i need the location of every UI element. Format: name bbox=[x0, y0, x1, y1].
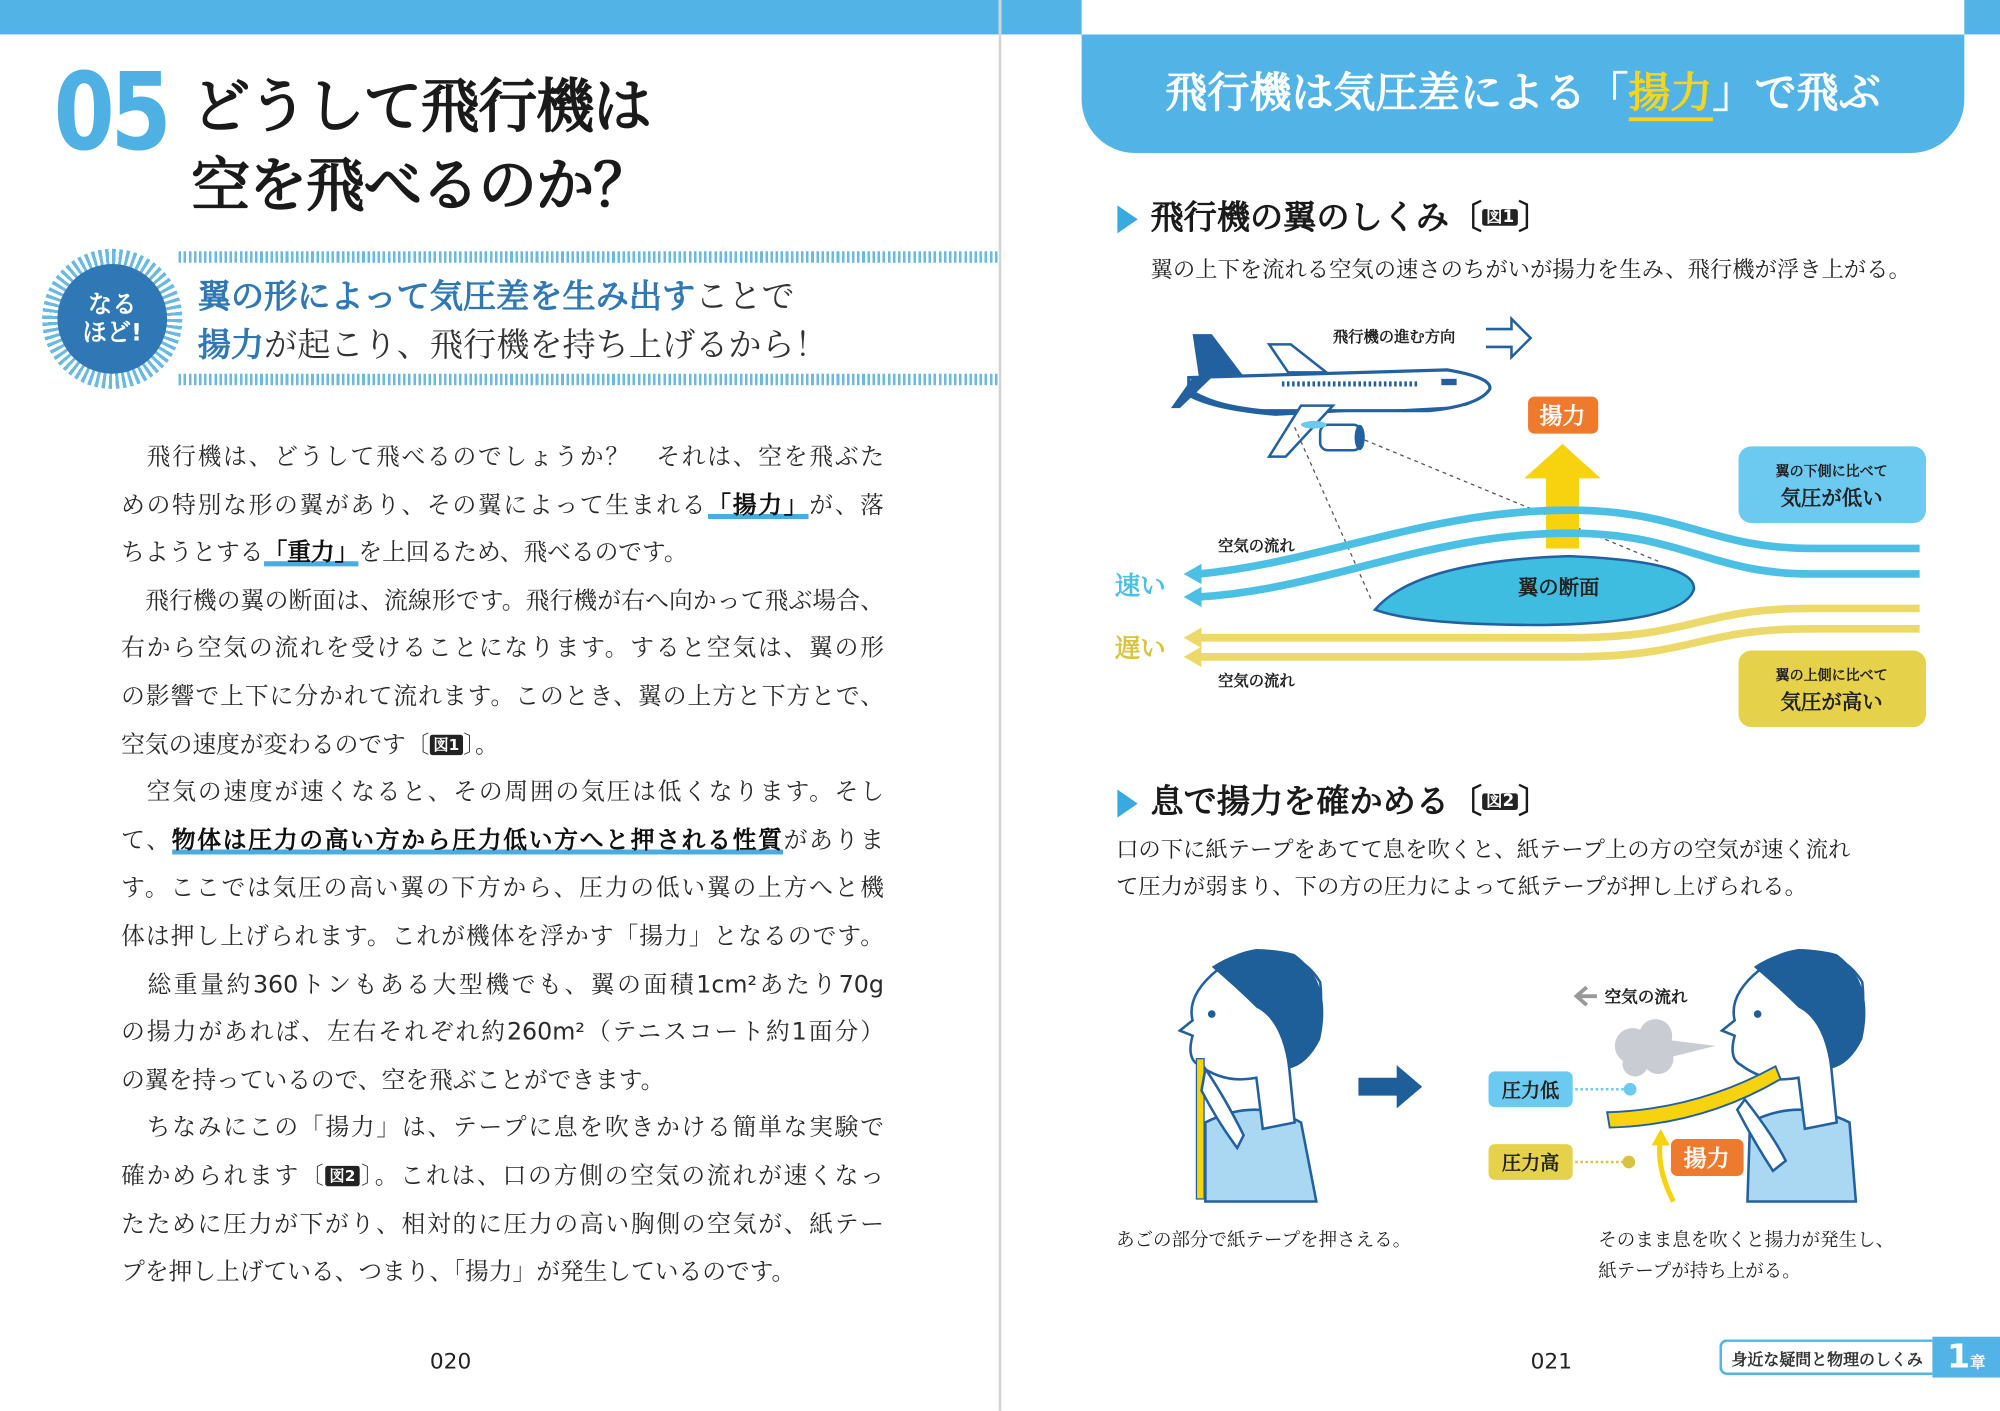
body-text-segment: 飛行機の翼の断面は、流線形です。飛行機が右へ向かって飛ぶ場合、 bbox=[121, 587, 884, 615]
low-pressure-box bbox=[1739, 446, 1927, 523]
body-text-segment: が、落 bbox=[809, 491, 884, 519]
header-title-highlight: 揚力 bbox=[1628, 68, 1712, 122]
lift-label: 揚力 bbox=[1539, 403, 1586, 430]
triangle-bullet-icon bbox=[1117, 790, 1137, 818]
figure-reference-badge: 図1 bbox=[430, 734, 464, 754]
lift-arrowhead-icon bbox=[1652, 1129, 1670, 1146]
body-text-segment: の影響で上下に分かれて流れます。このとき、翼の上方と下方とで、 bbox=[121, 683, 884, 711]
chapter-number: 05 bbox=[53, 49, 168, 175]
body-text-segment: の揚力があれば、左右それぞれ約260m²（テニスコート約1面分） bbox=[121, 1019, 884, 1047]
caption-left: あごの部分で紙テープを押さえる。 bbox=[1116, 1230, 1412, 1252]
body-text-segment: 空気の速度が変わるのです〔 bbox=[121, 731, 430, 759]
body-text-segment: 体は押し上げられます。これが機体を浮かす「揚力」となるのです。 bbox=[121, 923, 884, 951]
high-pressure-box bbox=[1739, 651, 1927, 728]
direction-label: 飛行機の進む方向 bbox=[1332, 327, 1456, 346]
slow-arrowheads-icon bbox=[1184, 628, 1202, 668]
summary-emphasis-1: 翼の形によって気圧差を生み出す bbox=[197, 278, 696, 317]
pointer-dot bbox=[1622, 1156, 1635, 1169]
figure1-diagram bbox=[1115, 319, 1926, 727]
low-pressure-box-line-2: 気圧が低い bbox=[1780, 486, 1883, 511]
low-pressure-box-line-1: 翼の下側に比べて bbox=[1775, 463, 1888, 480]
slow-label: 遅い bbox=[1114, 633, 1166, 664]
figure2-diagram bbox=[1180, 950, 1866, 1202]
chapter-tab-number bbox=[1932, 1337, 2000, 1378]
section2-description-line-1: 口の下に紙テープをあてて息を吹くと、紙テープ上の方の空気が速く流れ bbox=[1116, 838, 1851, 864]
page-title-line-2: 空を飛べるのか？ bbox=[191, 150, 651, 220]
airflow-label-bottom: 空気の流れ bbox=[1218, 672, 1295, 691]
body-text-segment: がありま bbox=[783, 827, 884, 855]
figure-reference-badge: 図2 bbox=[326, 1166, 360, 1186]
chapter-tab-label: 身近な疑問と物理のしくみ bbox=[1719, 1339, 1932, 1375]
body-text-segment: の翼を持っているので、空を飛ぶことができます。 bbox=[121, 1067, 665, 1095]
figure1-badge: 図1 bbox=[1482, 209, 1518, 226]
chapter-suffix: 章 bbox=[1970, 1353, 1986, 1372]
chapter-number-digit: 1 bbox=[1946, 1338, 1971, 1377]
emphasized-text: 物体は圧力の高い方から圧力低い方へと押される性質 bbox=[171, 827, 784, 855]
body-text-segment: 〕。これは、口の方側の空気の流れが速くなっ bbox=[359, 1163, 884, 1190]
section1-heading: 飛行機の翼のしくみ〔 図1 〕 bbox=[1150, 198, 1552, 238]
body-text-segment: めの特別な形の翼があり、その翼によって生まれる bbox=[121, 491, 708, 519]
header-title-after: 」で飛ぶ bbox=[1712, 67, 1881, 118]
section2-heading: 息で揚力を確かめる〔 図2 〕 bbox=[1150, 783, 1552, 822]
airflow-label-top: 空気の流れ bbox=[1218, 537, 1295, 556]
fast-arrowheads-icon bbox=[1184, 564, 1202, 607]
body-text-segment: を上回るため、飛べるのです。 bbox=[358, 539, 688, 567]
low-pressure-label: 圧力低 bbox=[1501, 1078, 1560, 1102]
pointer-dot bbox=[1624, 1083, 1637, 1096]
body-text-segment: ちようとする bbox=[121, 539, 264, 567]
body-text-segment: ちなみにこの「揚力」は、テープに息を吹きかける簡単な実験で bbox=[121, 1115, 884, 1142]
body-text-segment: て、 bbox=[121, 827, 172, 855]
breath-airflow-label: 空気の流れ bbox=[1604, 987, 1688, 1007]
section1-description: 翼の上下を流れる空気の速さのちがいが揚力を生み、飛行機が浮き上がる。 bbox=[1150, 257, 1911, 284]
summary-emphasis-2: 揚力 bbox=[197, 326, 265, 365]
wing-section-label: 翼の断面 bbox=[1517, 575, 1600, 600]
page-number-left: 020 bbox=[429, 1349, 472, 1375]
next-step-arrow-icon bbox=[1358, 1065, 1422, 1108]
body-text-segment: 総重量約360トンもある大型機でも、翼の面積1cm²あたり70g bbox=[121, 971, 884, 999]
body-text-segment: 空気の速度が速くなると、その周囲の気圧は低くなります。そし bbox=[121, 779, 884, 807]
airflow-left-arrow-icon bbox=[1577, 987, 1597, 1005]
high-pressure-label: 圧力高 bbox=[1501, 1151, 1560, 1175]
naruhodo-text-1: なる bbox=[87, 290, 137, 319]
zoom-guide-line bbox=[1365, 440, 1658, 561]
direction-arrow-icon bbox=[1486, 319, 1531, 357]
section2-title: 息で揚力を確かめる bbox=[1150, 783, 1449, 822]
body-text-segment: プを押し上げている、つまり、「揚力」が発生しているのです。 bbox=[121, 1259, 796, 1286]
summary-rest-1: ことで bbox=[695, 278, 795, 317]
fast-label: 速い bbox=[1114, 571, 1166, 602]
body-text-segment: 右から空気の流れを受けることになります。すると空気は、翼の形 bbox=[121, 635, 884, 663]
breath-cloud-icon bbox=[1615, 1019, 1716, 1076]
airplane-illustration bbox=[1171, 334, 1490, 456]
caption-right-line-1: そのまま息を吹くと揚力が発生し、 bbox=[1598, 1230, 1895, 1252]
body-text-segment: たために圧力が下がり、相対的に圧力の高い胸側の空気が、紙テー bbox=[121, 1211, 884, 1238]
section2-description-line-2: て圧力が弱まり、下の方の圧力によって紙テープが押し上げられる。 bbox=[1116, 874, 1807, 901]
header-title-before: 飛行機は気圧差による「 bbox=[1165, 67, 1629, 118]
page-number-right: 021 bbox=[1530, 1349, 1573, 1375]
page-title-line-1: どうして飛行機は bbox=[191, 71, 651, 141]
emphasized-text: 「揚力」 bbox=[707, 491, 810, 519]
high-pressure-box-line-1: 翼の上側に比べて bbox=[1775, 667, 1888, 684]
figure2-badge: 図2 bbox=[1482, 793, 1518, 810]
section1-title: 飛行機の翼のしくみ bbox=[1150, 198, 1449, 238]
body-text-segment: 飛行機は、どうして飛べるのでしょうか？ それは、空を飛ぶた bbox=[121, 443, 884, 471]
summary-rest-2: が起こり、飛行機を持ち上げるから！ bbox=[264, 326, 828, 365]
naruhodo-text-2: ほど! bbox=[82, 318, 143, 347]
high-pressure-box-line-2: 気圧が高い bbox=[1780, 690, 1883, 715]
emphasized-text: 「重力」 bbox=[263, 539, 359, 567]
lift-tag-label: 揚力 bbox=[1683, 1145, 1730, 1172]
body-text-segment: す。ここでは気圧の高い翼の下方から、圧力の低い翼の上方へと機 bbox=[121, 875, 884, 903]
body-text-segment: 〕。 bbox=[463, 731, 499, 759]
person-before-illustration bbox=[1180, 950, 1323, 1202]
caption-right-line-2: 紙テープが持ち上がる。 bbox=[1598, 1261, 1801, 1282]
body-text-segment: 確かめられます〔 bbox=[121, 1163, 326, 1190]
